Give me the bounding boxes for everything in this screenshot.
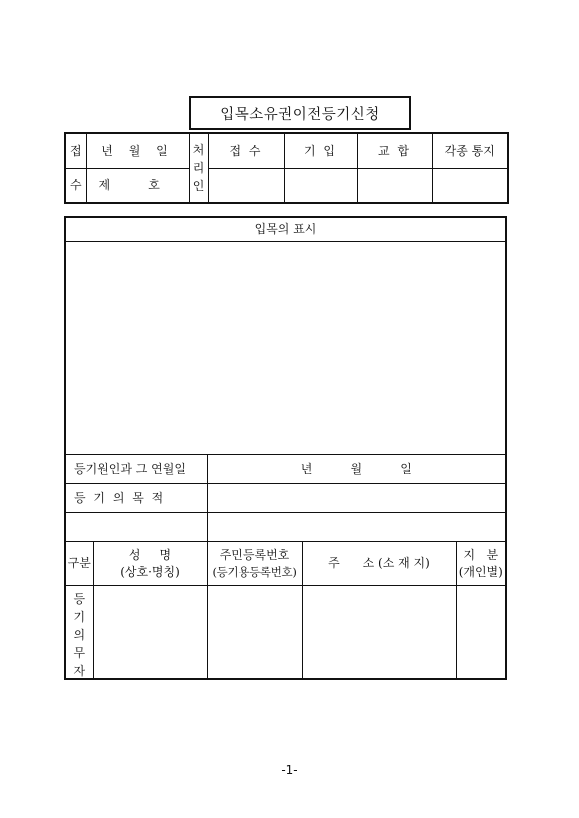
processor-char: 인 — [192, 179, 205, 193]
obligor-char: 등 — [73, 591, 86, 606]
obligor-char: 의 — [73, 627, 86, 642]
purpose-value[interactable] — [207, 483, 506, 512]
header-share — [456, 541, 506, 585]
header-name-main: 성 명 — [128, 547, 172, 562]
reception-label-bottom: 수 — [65, 168, 86, 203]
column-header-notices: 각종 통지 — [432, 133, 508, 168]
purpose-label: 등 기 의 목 적 — [65, 483, 207, 512]
reception-label-top: 접 — [65, 133, 86, 168]
notices-cell[interactable] — [432, 168, 508, 203]
reception-date-label: 년 월 일 — [101, 143, 174, 158]
obligor-share-cell[interactable] — [456, 585, 506, 679]
collation-cell[interactable] — [357, 168, 432, 203]
document-title-box — [189, 96, 411, 130]
reception-table — [64, 132, 509, 204]
header-name — [93, 541, 207, 585]
column-header-collation: 교 합 — [357, 133, 432, 168]
obligor-regno-cell[interactable] — [207, 585, 302, 679]
obligor-char: 자 — [73, 663, 86, 678]
column-header-reception: 접 수 — [208, 133, 284, 168]
column-header-entry: 기 입 — [284, 133, 357, 168]
main-table — [64, 216, 507, 680]
page-number: -1- — [281, 763, 298, 777]
header-category: 구분 — [65, 541, 93, 585]
header-address: 주 소 (소 재 지) — [302, 541, 456, 585]
obligor-label — [65, 585, 93, 679]
reception-number-label: 제 호 — [98, 178, 160, 193]
reception-cell[interactable] — [208, 168, 284, 203]
header-regno-sub: (등기용등록번호) — [212, 564, 297, 579]
obligor-char: 무 — [73, 645, 86, 660]
header-share-main: 지 분 — [463, 547, 499, 562]
obligor-name-cell[interactable] — [93, 585, 207, 679]
display-header: 입목의 표시 — [65, 217, 506, 241]
display-content-area[interactable] — [65, 241, 506, 454]
document-title: 입목소유권이전등기신청 — [220, 106, 380, 123]
obligor-address-cell[interactable] — [302, 585, 456, 679]
processor-label — [189, 133, 208, 203]
processor-char: 처 — [192, 143, 205, 157]
header-regno — [207, 541, 302, 585]
cause-label: 등기원인과 그 연월일 — [65, 454, 207, 483]
header-name-sub: (상호·명칭) — [120, 564, 180, 579]
reception-date — [86, 133, 189, 168]
reception-number — [86, 168, 189, 203]
processor-char: 리 — [192, 161, 205, 175]
blank-value-cell[interactable] — [207, 512, 506, 541]
obligor-char: 기 — [73, 609, 86, 624]
cause-date[interactable] — [207, 454, 506, 483]
header-regno-main: 주민등록번호 — [219, 547, 290, 562]
header-share-sub: (개인별) — [458, 564, 503, 579]
blank-label-cell — [65, 512, 207, 541]
cause-date-text: 년 월 일 — [300, 461, 412, 476]
entry-cell[interactable] — [284, 168, 357, 203]
